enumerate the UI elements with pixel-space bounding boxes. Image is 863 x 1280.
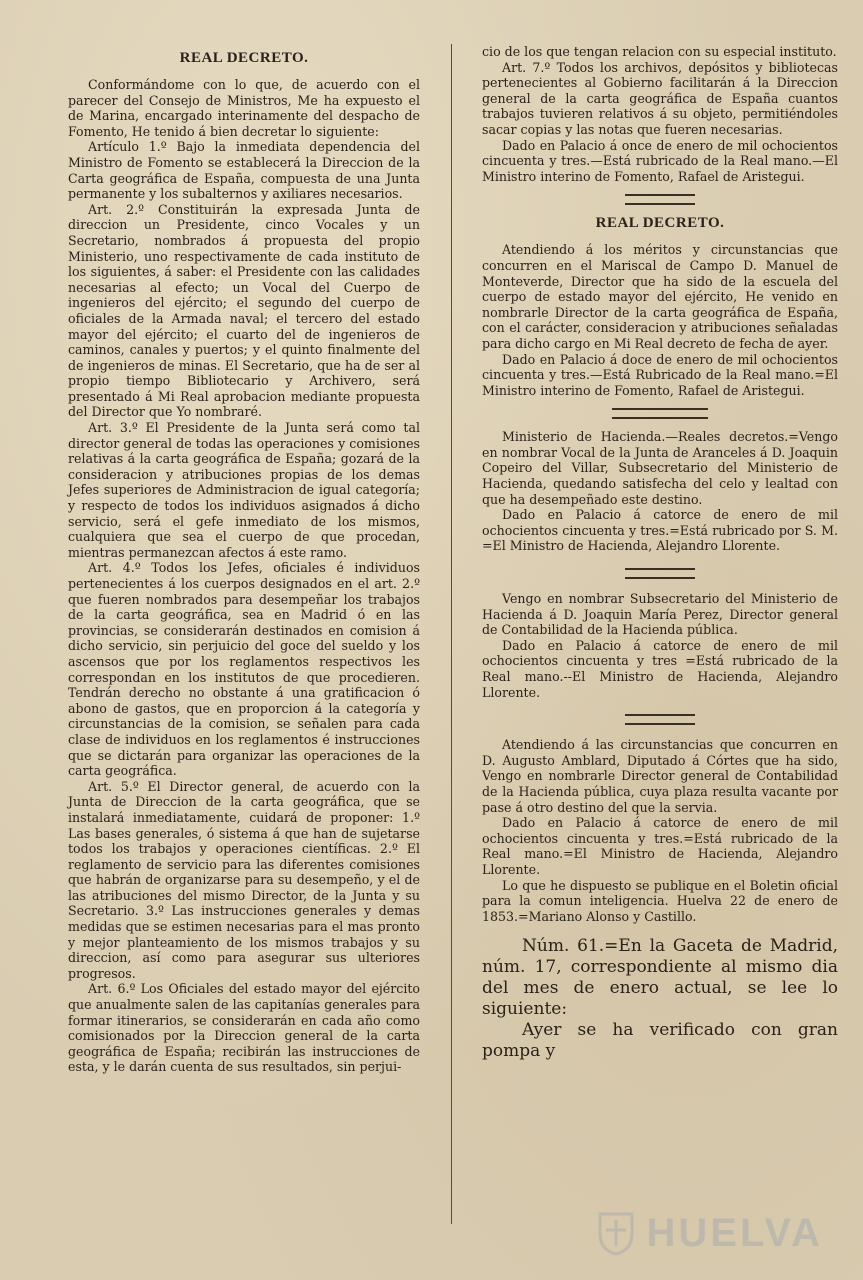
publication-notice: Lo que he dispuesto se publique en el Boletin oficial para la comun inteligencia. Huelva 22 de enero de 1853.=Mariano Alonso y Castillo. (482, 877, 838, 924)
article-1: Artículo 1.º Bajo la inmediata dependencia del Ministro de Fomento se establecerá la Direccion de la Carta geográfica de España, compuesta de una Junta permanente y los subalternos y axiliares necesarios. (68, 139, 420, 202)
decree-intro: Conformándome con lo que, de acuerdo con el parecer del Consejo de Ministros, Me ha expuesto el de Marina, encargado interinamente del despacho de Fomento, He tenido á bien decretar lo siguiente: (68, 77, 420, 139)
article-3: Art. 3.º El Presidente de la Junta será como tal director general de todas las operaciones y comisiones relativas á la carta geográfica de España; gozará de la consideracion y atribuciones propias de los demas Jefes superiores de Administracion de igual categoría; y respecto de todos los individuos asignados á dicho servicio, será el gefe inmediato de los mismos, cualquiera que sea el cuerpo de que procedan, mientras permanezcan afectos á este ramo. (68, 420, 420, 560)
article-2: Art. 2.º Constituirán la expresada Junta de direccion un Presidente, cinco Vocales y un Secretario, nombrados á propuesta del propio Ministerio, uno respectivamente de cada instituto de los siguientes, á saber: el Presidente con las calidades necesarias al efecto; un Vocal del Cuerpo de ingenieros del ejército; el segundo del cuerpo de oficiales de la Armada naval; el tercero del estado mayor del ejército; el cuarto del de ingenieros de caminos, canales y puertos; y el quinto finalmente del de ingenieros de minas. El Secretario, que ha de ser al propio tiempo Bibliotecario y Archivero, será presentado á Mi Real aprobacion mediante propuesta del Director que Yo nombraré. (68, 201, 420, 420)
section-rule (625, 568, 695, 579)
signature-1: Dado en Palacio á once de enero de mil ochocientos cincuenta y tres.—Está rubricado de la Real mano.—El Ministro interino de Fomento, Rafael de Aristegui. (482, 137, 838, 184)
section-rule (612, 408, 708, 419)
spacer (482, 924, 838, 936)
signature-5: Dado en Palacio á catorce de enero de mil ochocientos cincuenta y tres.=Está rubricado de la Real mano.=El Ministro de Hacienda, Alejandro Llorente. (482, 815, 838, 877)
article-5: Art. 5.º El Director general, de acuerdo con la Junta de Direccion de la carta geográfica, que se instalará inmediatamente, cuidará de proponer: 1.º Las bases generales, ó sistema á que han de sujetarse todos los trabajos y operaciones científicas. 2.º El reglamento de servicio para las diferentes comisiones que habrán de organizarse para su desempeño, y el de las atribuciones del mismo Director, de la Junta y su Secretario. 3.º Las instrucciones generales y demas medidas que se estimen necesarias para el mas pronto y mejor planteamiento de los mismos trabajos y su direccion, así como para asegurar sus ulteriores progresos. (68, 778, 420, 981)
article-7: Art. 7.º Todos los archivos, depósitos y bibliotecas pertenecientes al Gobierno facilitarán á la Direccion general de la carta geográfica de España cuantos trabajos tuvieren relativos á su objeto, permitiéndoles sacar copias y las notas que fueren necesarias. (482, 59, 838, 137)
decree-title-2: REAL DECRETO. (595, 215, 725, 232)
column-divider (451, 44, 452, 1224)
hacienda-decree-2: Vengo en nombrar Subsecretario del Ministerio de Hacienda á D. Joaquin María Perez, Director general de Contabilidad de la Hacienda pública. (482, 591, 838, 638)
right-column (482, 44, 838, 1062)
signature-4: Dado en Palacio á catorce de enero de mil ochocientos cincuenta y tres =Está rubricado de la Real mano.--El Ministro de Hacienda, Alejandro Llorente. (482, 637, 838, 700)
watermark-text: HUELVA (646, 1210, 823, 1255)
section-rule (625, 714, 695, 725)
article-6-continuation: cio de los que tengan relacion con su especial instituto. (482, 44, 837, 59)
crest-icon (596, 1210, 636, 1256)
decree-title-1: REAL DECRETO. (179, 50, 309, 66)
hacienda-decree-1: Ministerio de Hacienda.—Reales decretos.=Vengo en nombrar Vocal de la Junta de Aranceles á D. Joaquin Copeiro del Villar, Subsecretario del Ministerio de Hacienda, quedando satisfecha del celo y lealtad con que ha desempeñado este destino. (482, 429, 838, 507)
num-61-text: Ayer se ha verificado con gran pompa y (482, 1020, 838, 1062)
decree-2-body: Atendiendo á los méritos y circunstancias que concurren en el Mariscal de Campo D. Manuel de Monteverde, Director que ha sido de la escuela del cuerpo de estado mayor del ejército, He venido en nombrarle Director de la carta geográfica de España, con el carácter, consideracion y atribuciones señaladas para dicho cargo en Mi Real decreto de fecha de ayer. (482, 242, 838, 351)
article-6: Art. 6.º Los Oficiales del estado mayor del ejército que anualmente salen de las capitanías generales para formar itinerarios, se considerarán en cada año como comisionados por la Direccion general de la carta geográfica de España; recibirán las instrucciones de esta, y le darán cuenta de sus resultados, sin perjui- (68, 981, 420, 1075)
num-61-heading: Núm. 61.=En la Gaceta de Madrid, núm. 17, correspondiente al mismo dia del mes de enero actual, se lee lo siguiente: (482, 936, 838, 1020)
left-column (68, 44, 420, 1075)
hacienda-decree-3: Atendiendo á las circunstancias que concurren en D. Augusto Amblard, Diputado á Córtes que ha sido, Vengo en nombrarle Director general de Contabilidad de la Hacienda pública, cuya plaza resulta vacante por pase á otro destino del que la servia. (482, 737, 838, 815)
signature-3: Dado en Palacio á catorce de enero de mil ochocientos cincuenta y tres.=Está rubricado por S. M. =El Ministro de Hacienda, Alejandro Llorente. (482, 507, 838, 554)
archive-watermark (596, 1210, 823, 1256)
section-rule (625, 194, 695, 205)
signature-2: Dado en Palacio á doce de enero de mil ochocientos cincuenta y tres.—Está Rubricado de la Real mano.=El Ministro interino de Fomento, Rafael de Aristegui. (482, 351, 838, 398)
article-4: Art. 4.º Todos los Jefes, oficiales é individuos pertenecientes á los cuerpos designados en el art. 2.º que fueren nombrados para desempeñar los trabajos de la carta geográfica, sea en Madrid ó en las provincias, se considerarán destinados en comision á dicho servicio, sin perjuicio del goce del sueldo y los ascensos que por los reglamentos respectivos les correspondan en los institutos de que procedieren. Tendrán derecho no obstante á una gratificacion ó abono de gastos, que en proporcion á la categoría y circunstancias de la comision, se señalen para cada clase de individuos en los reglamentos é instrucciones que se dictarán para organizar las operaciones de la carta geográfica. (68, 560, 420, 779)
